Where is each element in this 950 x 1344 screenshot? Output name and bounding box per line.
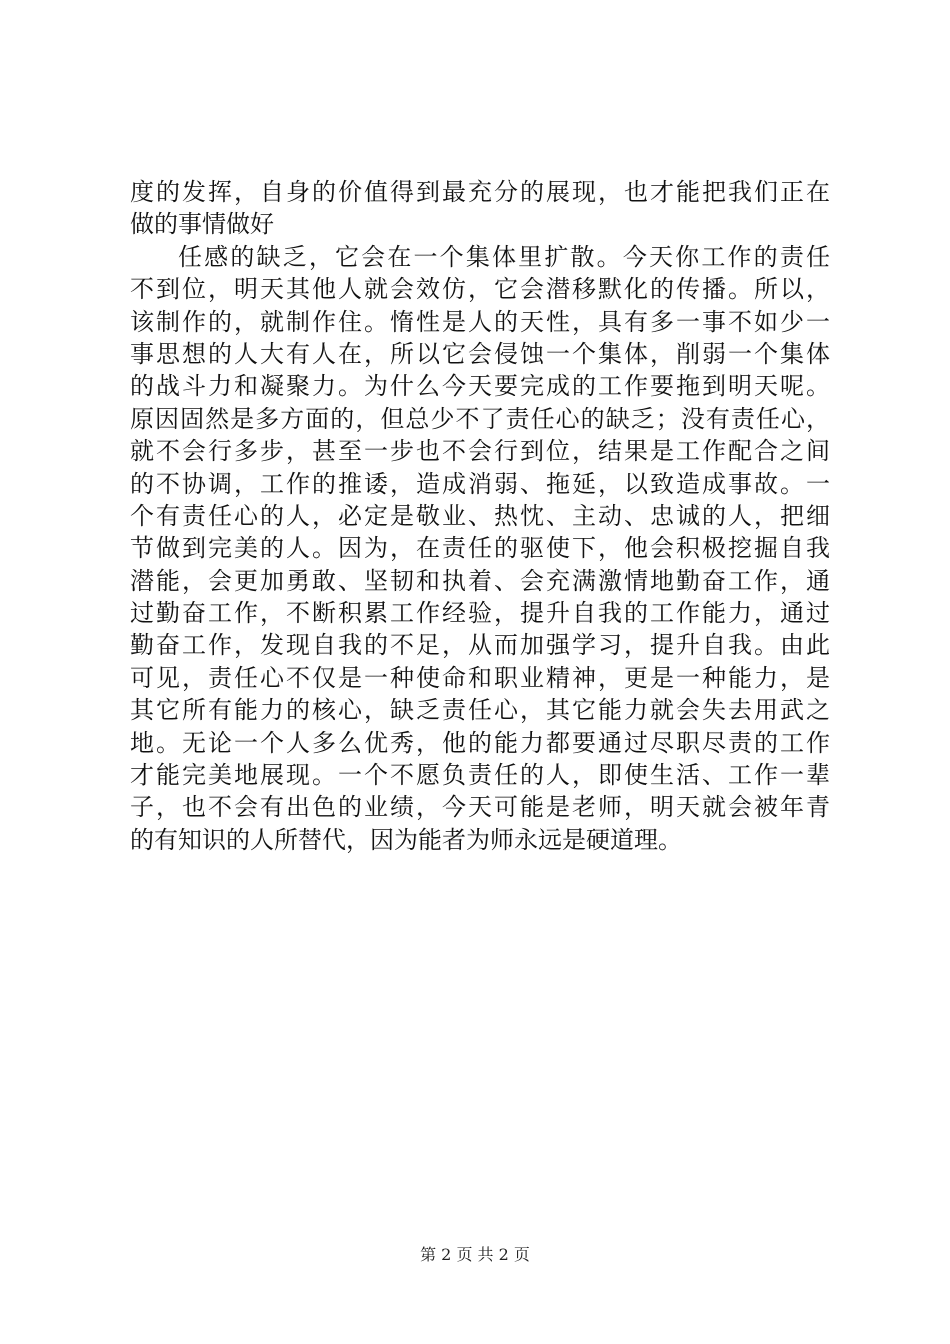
text-line: 可见，责任心不仅是一种使命和职业精神，更是一种能力，是 [130,663,830,692]
text-line: 节做到完美的人。因为，在责任的驱使下，他会积极挖掘自我 [130,534,830,563]
text-line: 该制作的，就制作住。惰性是人的天性，具有多一事不如少一 [130,307,830,336]
text-line: 才能完美地展现。一个不愿负责任的人，即使生活、工作一辈 [130,761,830,790]
text-line: 潜能，会更加勇敢、坚韧和执着、会充满激情地勤奋工作，通 [130,566,830,595]
text-line: 的有知识的人所替代，因为能者为师永远是硬道理。 [130,825,682,854]
text-line: 其它所有能力的核心，缺乏责任心，其它能力就会失去用武之 [130,696,830,725]
paragraph [130,241,830,856]
text-line: 子，也不会有出色的业绩，今天可能是老师，明天就会被年青 [130,793,830,822]
text-line: 过勤奋工作，不断积累工作经验，提升自我的工作能力，通过 [130,599,830,628]
text-line: 的战斗力和凝聚力。为什么今天要完成的工作要拖到明天呢。 [130,372,830,401]
text-line: 勤奋工作，发现自我的不足，从而加强学习，提升自我。由此 [130,631,830,660]
text-line: 事思想的人大有人在，所以它会侵蚀一个集体，削弱一个集体 [130,339,830,368]
text-line: 任感的缺乏，它会在一个集体里扩散。今天你工作的责任 [178,242,830,271]
text-line: 就不会行多步，甚至一步也不会行到位，结果是工作配合之间 [130,437,830,466]
page-number-footer: 第 2 页 共 2 页 [420,1245,530,1264]
text-line: 不到位，明天其他人就会效仿，它会潜移默化的传播。所以， [130,275,830,304]
text-line: 地。无论一个人多么优秀，他的能力都要通过尽职尽责的工作 [130,728,830,757]
text-line: 原因固然是多方面的，但总少不了责任心的缺乏；没有责任心， [130,404,830,433]
paragraph [130,176,830,241]
text-line: 个有责任心的人，必定是敬业、热忱、主动、忠诚的人，把细 [130,501,830,530]
text-line: 做的事情做好 [130,210,274,239]
text-line: 度的发挥，自身的价值得到最充分的展现，也才能把我们正在 [130,178,830,206]
text-line: 的不协调，工作的推诿，造成消弱、拖延，以致造成事故。一 [130,469,830,498]
document-body [130,176,830,856]
